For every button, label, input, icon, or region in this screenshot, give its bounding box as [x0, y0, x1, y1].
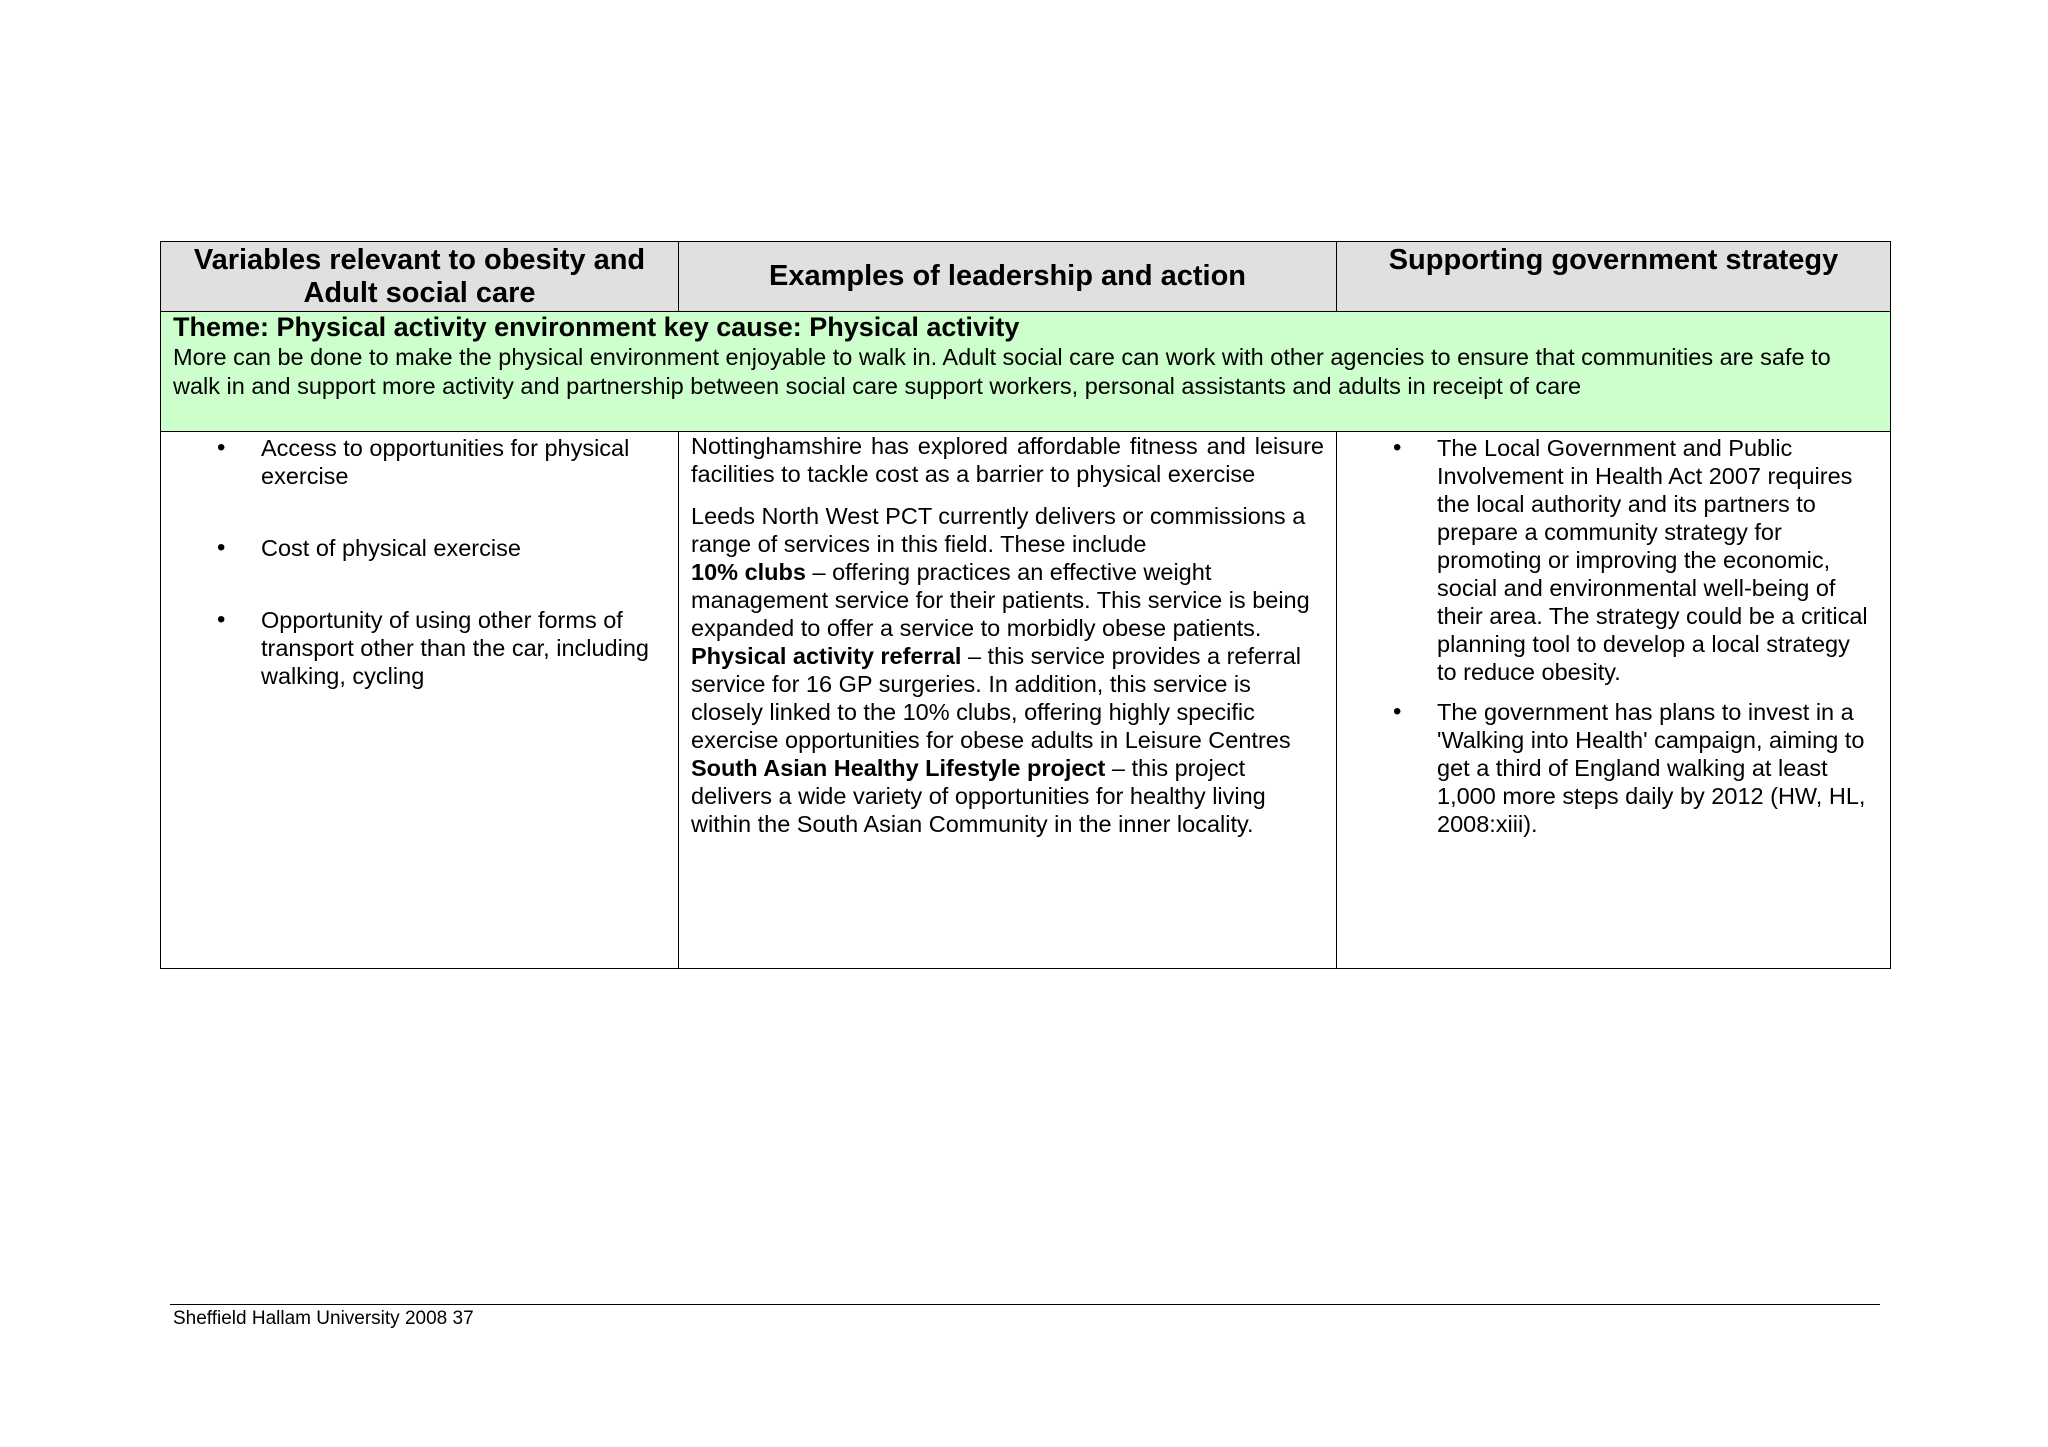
examples-cell [679, 432, 1337, 969]
example-nottinghamshire: Nottinghamshire has explored affordable fitness and leisure facilities to tackle cost as a barrier to physical exercise [691, 433, 1324, 487]
header-row [161, 242, 1891, 312]
header-strategy: Supporting government strategy [1337, 242, 1891, 312]
strategy-item: • The Local Government and Public Involvement in Health Act 2007 requires the local authority and its partners to prepare a community strategy for promoting or improving the economic, social and environmental well-being of their area. The strategy could be a critical planning tool to develop a local strategy to reduce obesity. [1437, 434, 1868, 686]
example-southasian [691, 754, 1324, 838]
variable-item: • Access to opportunities for physical exercise [261, 434, 658, 490]
variables-list [161, 434, 678, 690]
example-referral [691, 642, 1324, 754]
strategy-cell [1337, 432, 1891, 969]
example-clubs-text: – offering practices an effective weight management service for their patients. This service is being expanded to offer a service to morbidly obese patients. [691, 559, 1310, 641]
variable-item: • Cost of physical exercise [261, 534, 658, 562]
example-clubs-title: 10% clubs [691, 559, 806, 585]
example-referral-title: Physical activity referral [691, 643, 962, 669]
example-referral-text: – this service provides a referral service for 16 GP surgeries. In addition, this service is closely linked to the 10% clubs, offering highly specific exercise opportunities for obese adults in Leisure Centres [691, 643, 1302, 753]
example-clubs [691, 558, 1324, 642]
example-southasian-text: – this project delivers a wide variety of opportunities for healthy living within the South Asian Community in the inner locality. [691, 755, 1266, 837]
footer-text: Sheffield Hallam University 2008 37 [173, 1308, 474, 1329]
strategy-list [1337, 434, 1890, 838]
header-variables: Variables relevant to obesity and Adult social care [161, 242, 679, 312]
content-row [161, 432, 1891, 969]
strategy-item: • The government has plans to invest in a 'Walking into Health' campaign, aiming to get a third of England walking at least 1,000 more steps daily by 2012 (HW, HL, 2008:xiii). [1437, 698, 1868, 838]
variables-cell [161, 432, 679, 969]
theme-cell [161, 312, 1891, 432]
footer-rule [170, 1304, 1880, 1305]
theme-row [161, 312, 1891, 432]
theme-title: Theme: Physical activity environment key cause: Physical activity [173, 312, 1020, 342]
example-leeds-intro: Leeds North West PCT currently delivers or commissions a range of services in this field. These include [691, 503, 1306, 557]
header-examples: Examples of leadership and action [679, 242, 1337, 312]
strategy-table [160, 241, 1891, 969]
variable-item: • Opportunity of using other forms of transport other than the car, including walking, cycling [261, 606, 658, 690]
example-southasian-title: South Asian Healthy Lifestyle project [691, 755, 1106, 781]
theme-description: More can be done to make the physical environment enjoyable to walk in. Adult social care can work with other agencies to ensure that communities are safe to walk in and support more activity and partnership between social care support workers, personal assistants and adults in receipt of care [173, 344, 1831, 399]
